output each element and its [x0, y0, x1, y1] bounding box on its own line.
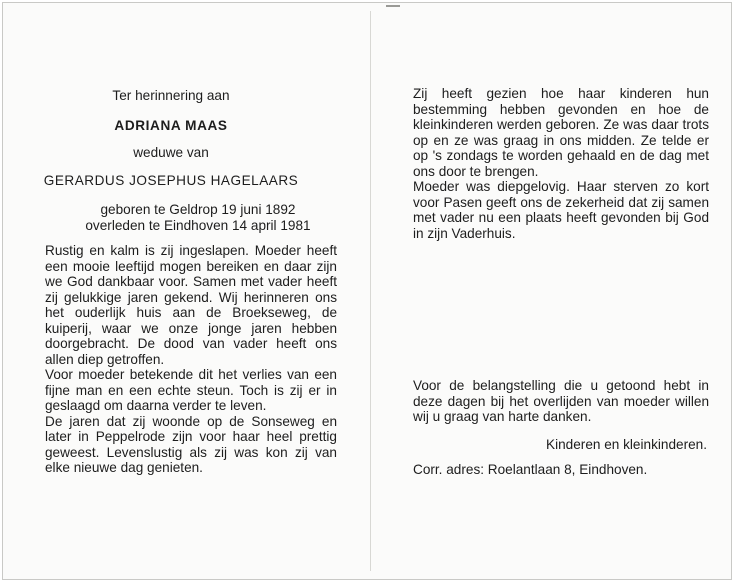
memorial-card [2, 2, 732, 580]
thanks-text: Voor de belangstelling die u getoond hebt in deze dagen bij het overlijden van moeder willen wij u graag van harte danken. [413, 378, 709, 424]
signoff: Kinderen en kleinkinderen. [546, 436, 707, 452]
correspondence-address: Corr. adres: Roelantlaan 8, Eindhoven. [413, 462, 648, 477]
birth-line: geboren te Geldrop 19 juni 1892 [100, 202, 296, 217]
paragraph: Zij heeft gezien hoe haar kinderen hun bestemming hebben gevonden en hoe de kleinkinderen werden geboren. Ze was daar trots op en ze was graag in ons midden. Ze telde er op 's zondags te worden gehaald en de dag met ons door te brengen. [413, 86, 709, 179]
fold-line [370, 11, 371, 571]
right-panel [413, 86, 709, 478]
husband-name: GERARDUS JOSEPHUS HAGELAARS [43, 172, 299, 188]
intro-text: Ter herinnering aan [112, 88, 230, 103]
paragraph: Voor moeder betekende dit het verlies van een fijne man en een echte steun. Toch is zij er in geslaagd om daarna verder te leven. [45, 367, 337, 413]
paragraph: Rustig en kalm is zij ingeslapen. Moeder heeft een mooie leeftijd mogen bereiken en daar zijn we God dankbaar voor. Samen met vader heeft zij gelukkige jaren gekend. Wij herinneren ons het ouderlijk huis aan de Broekseweg, de kuiperij, waar we onze jonge jaren hebben doorgebracht. De dood van vader heeft ons allen diep getroffen. [45, 243, 337, 367]
left-panel [45, 88, 337, 476]
deceased-name: ADRIANA MAAS [114, 117, 228, 133]
print-mark [386, 5, 400, 7]
relation-text: weduwe van [133, 145, 209, 160]
paragraph: Moeder was diepgelovig. Haar sterven zo kort voor Pasen geeft ons de zekerheid dat zij samen met vader nu een plaats heeft gevonden bij God in zijn Vaderhuis. [413, 179, 709, 241]
death-line: overleden te Eindhoven 14 april 1981 [85, 217, 311, 233]
paragraph: De jaren dat zij woonde op de Sonseweg en later in Peppelrode zijn voor haar heel prettig geweest. Levenslustig als zij was kon zij van elke nieuwe dag genieten. [45, 413, 337, 475]
header [45, 88, 337, 233]
